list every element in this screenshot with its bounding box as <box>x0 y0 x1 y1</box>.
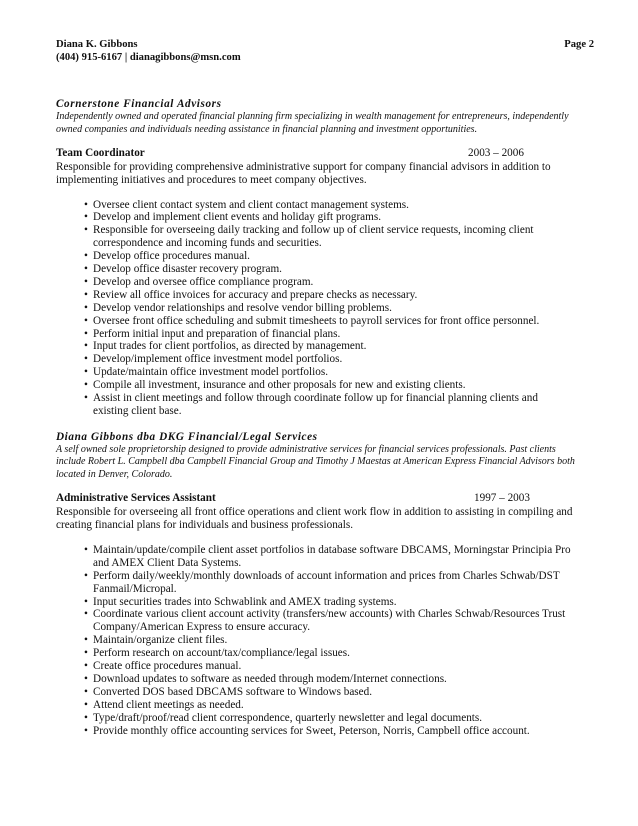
duties-list <box>56 544 576 738</box>
list-item: • Responsible for overseeing daily tracking and follow up of client service requests, incoming client correspondence and incoming funds and securities. <box>84 224 534 250</box>
job-title-row <box>56 147 576 161</box>
list-item: • Type/draft/proof/read client correspondence, quarterly newsletter and legal documents. <box>84 711 483 724</box>
list-item: • Perform research on account/tax/compliance/legal issues. <box>84 647 350 660</box>
list-item: • Compile all investment, insurance and other proposals for new and existing clients. <box>84 379 466 392</box>
list-item: • Coordinate various client account activity (transfers/new accounts) with Charles Schwab/Resources Trust Company/American Express to ensure accuracy. <box>84 608 566 634</box>
list-item: • Maintain/update/compile client asset portfolios in database software DBCAMS, Morningstar Principia Pro and AMEX Client Data Systems. <box>84 543 571 569</box>
list-item: • Input trades for client portfolios, as directed by management. <box>84 340 367 353</box>
list-item: • Perform daily/weekly/monthly downloads of account information and prices from Charles Schwab/DST Fanmail/Micropal. <box>84 569 560 595</box>
experience-section-dkg <box>56 430 576 738</box>
list-item: • Review all office invoices for accuracy and prepare checks as necessary. <box>84 288 418 301</box>
job-title-row <box>56 492 576 506</box>
list-item: • Develop and implement client events and holiday gift programs. <box>84 211 382 224</box>
list-item: • Maintain/organize client files. <box>84 634 228 647</box>
candidate-name: Diana K. Gibbons <box>56 39 138 50</box>
list-item: • Develop office procedures manual. <box>84 250 250 263</box>
job-title: Team Coordinator <box>56 147 145 159</box>
job-title: Administrative Services Assistant <box>56 492 216 505</box>
duties-list <box>56 199 576 418</box>
job-responsibility: Responsible for overseeing all front office operations and client work flow in addition to assisting in compiling and creating financial plans for individuals and business professionals. <box>56 505 573 532</box>
company-description: A self owned sole proprietorship designed to provide administrative services for financial services professionals. Past clients include Robert L. Campbell dba Campbell Financial Group and Timothy J Maestas at American Express Financial Advisors both located in Denver, Colorado. <box>56 443 575 480</box>
list-item: • Input securities trades into Schwablink and AMEX trading systems. <box>84 595 397 608</box>
resume-page <box>56 38 594 738</box>
list-item: • Oversee front office scheduling and submit timesheets to payroll services for front office personnel. <box>84 314 540 327</box>
list-item: • Develop office disaster recovery program. <box>84 263 282 276</box>
list-item: • Create office procedures manual. <box>84 660 242 673</box>
list-item: • Assist in client meetings and follow through coordinate follow up for financial planning clients and existing client base. <box>84 392 538 417</box>
contact-info: (404) 915-6167 | dianagibbons@msn.com <box>56 52 241 63</box>
job-responsibility: Responsible for providing comprehensive administrative support for company financial advisors in addition to implementing initiatives and procedures to meet company objectives. <box>56 160 551 186</box>
list-item: • Provide monthly office accounting services for Sweet, Peterson, Norris, Campbell office account. <box>84 724 530 737</box>
job-dates: 2003 – 2006 <box>468 147 524 159</box>
list-item: • Develop and oversee office compliance program. <box>84 275 314 288</box>
experience-section-cornerstone <box>56 97 576 418</box>
job-dates: 1997 – 2003 <box>474 492 530 505</box>
list-item: • Download updates to software as needed through modem/Internet connections. <box>84 672 447 685</box>
list-item: • Develop/implement office investment model portfolios. <box>84 353 343 366</box>
list-item: • Update/maintain office investment model portfolios. <box>84 366 328 379</box>
company-description: Independently owned and operated financial planning firm specializing in wealth management for entrepreneurs, independently owned companies and individuals needing assistance in financial planning and investment opportunities. <box>56 111 569 135</box>
company-name: Cornerstone Financial Advisors <box>56 98 222 110</box>
list-item: • Develop vendor relationships and resolve vendor billing problems. <box>84 301 392 314</box>
resume-header <box>56 38 594 64</box>
list-item: • Oversee client contact system and client contact management systems. <box>84 198 409 211</box>
list-item: • Attend client meetings as needed. <box>84 698 244 711</box>
page-number: Page 2 <box>564 39 594 50</box>
company-name: Diana Gibbons dba DKG Financial/Legal Services <box>56 430 318 443</box>
list-item: • Converted DOS based DBCAMS software to Windows based. <box>84 685 373 698</box>
list-item: • Perform initial input and preparation of financial plans. <box>84 327 341 340</box>
